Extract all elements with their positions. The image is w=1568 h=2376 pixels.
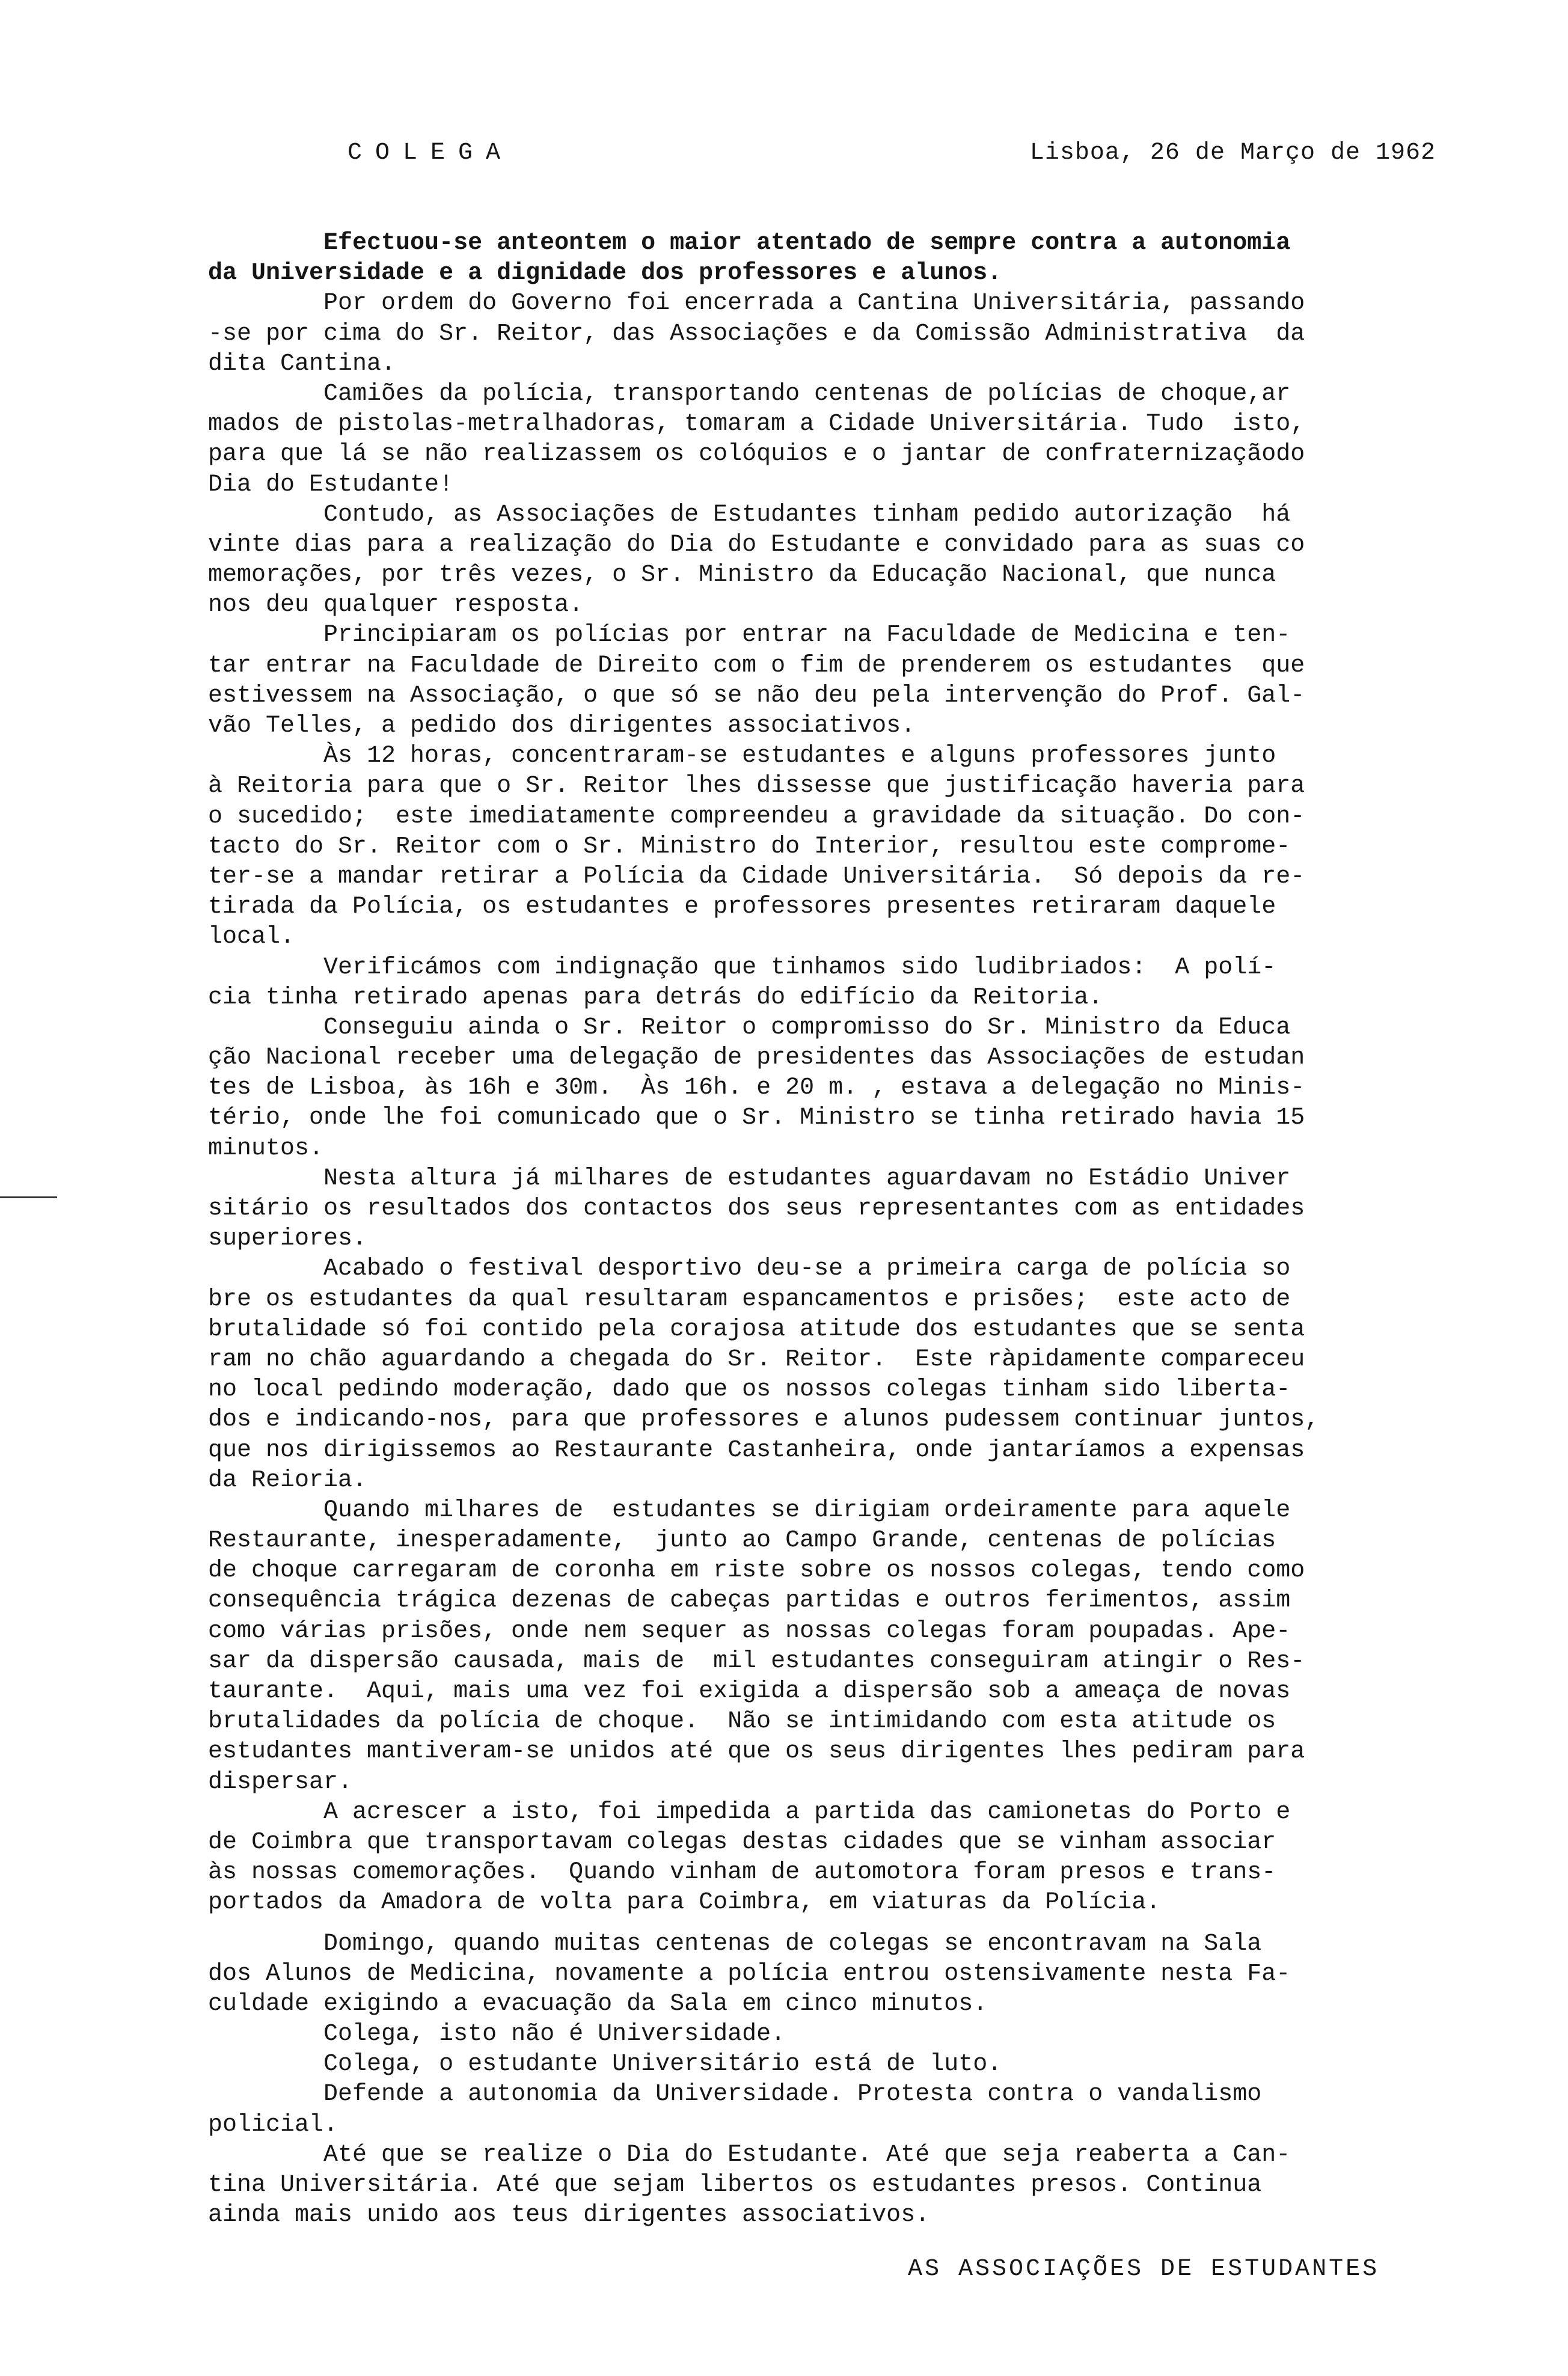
- text-line: vão Telles, a pedido dos dirigentes associativos.: [208, 712, 916, 739]
- margin-mark: [0, 1196, 57, 1198]
- text-line: de choque carregaram de coronha em riste sobre os nossos colegas, tendo como: [208, 1557, 1305, 1585]
- text-line: estivessem na Associação, o que só se não deu pela intervenção do Prof. Gal-: [208, 682, 1305, 709]
- text-line: Verificámos com indignação que tinhamos sido ludibriados: A polí-: [208, 954, 1276, 981]
- text-line: tar entrar na Faculdade de Direito com o fim de prenderem os estudantes que: [208, 652, 1305, 679]
- letter-header: [348, 139, 1436, 176]
- text-line: dos e indicando-nos, para que professores e alunos pudessem continuar juntos,: [208, 1406, 1320, 1434]
- text-line: tacto do Sr. Reitor com o Sr. Ministro do Interior, resultou este comprome-: [208, 833, 1291, 860]
- text-line: Restaurante, inesperadamente, junto ao Campo Grande, centenas de polícias: [208, 1527, 1276, 1555]
- text-line: Nesta altura já milhares de estudantes aguardavam no Estádio Univer: [208, 1165, 1291, 1192]
- text-line: Camiões da polícia, transportando centenas de polícias de choque,ar: [208, 380, 1291, 408]
- text-line: à Reitoria para que o Sr. Reitor lhes dissesse que justificação haveria para: [208, 773, 1305, 800]
- text-line: brutalidade só foi contido pela corajosa atitude dos estudantes que se senta: [208, 1315, 1305, 1343]
- text-line: Domingo, quando muitas centenas de colegas se encontravam na Sala: [208, 1930, 1262, 1958]
- text-line: policial.: [208, 2111, 338, 2139]
- text-line: A acrescer a isto, foi impedida a partida das camionetas do Porto e: [208, 1798, 1291, 1826]
- text-line: tes de Lisboa, às 16h e 30m. Às 16h. e 20 m. , estava a delegação no Minis-: [208, 1074, 1305, 1102]
- text-line: sitário os resultados dos contactos dos seus representantes com as entidades: [208, 1195, 1305, 1222]
- text-line: que nos dirigissemos ao Restaurante Castanheira, onde jantaríamos a expensas: [208, 1436, 1305, 1464]
- text-line: Conseguiu ainda o Sr. Reitor o compromisso do Sr. Ministro da Educa: [208, 1014, 1291, 1041]
- text-line: o sucedido; este imediatamente compreendeu a gravidade da situação. Do con-: [208, 803, 1305, 830]
- text-line: bre os estudantes da qual resultaram espancamentos e prisões; este acto de: [208, 1285, 1291, 1313]
- text-line: nos deu qualquer resposta.: [208, 592, 584, 619]
- text-line: brutalidades da polícia de choque. Não se intimidando com esta atitude os: [208, 1708, 1276, 1736]
- header-title: COLEGA: [348, 139, 514, 167]
- header-date: Lisboa, 26 de Março de 1962: [1029, 139, 1436, 167]
- paragraph-gap: [208, 1918, 1477, 1929]
- signature: AS ASSOCIAÇÕES DE ESTUDANTES: [908, 2256, 1380, 2283]
- text-line: estudantes mantiveram-se unidos até que os seus dirigentes lhes pediram para: [208, 1738, 1305, 1766]
- text-line: -se por cima do Sr. Reitor, das Associações e da Comissão Administrativa da: [208, 320, 1305, 348]
- text-line: Contudo, as Associações de Estudantes tinham pedido autorização há: [208, 501, 1291, 528]
- text-line: Defende a autonomia da Universidade. Protesta contra o vandalismo: [208, 2081, 1262, 2108]
- text-line: sar da dispersão causada, mais de mil estudantes conseguiram atingir o Res-: [208, 1647, 1305, 1675]
- text-line: vinte dias para a realização do Dia do Estudante e convidado para as suas co: [208, 531, 1305, 559]
- text-line: Dia do Estudante!: [208, 471, 454, 498]
- text-line: Colega, isto não é Universidade.: [208, 2021, 786, 2048]
- text-line: mados de pistolas-metralhadoras, tomaram a Cidade Universitária. Tudo isto,: [208, 411, 1305, 438]
- text-line: como várias prisões, onde nem sequer as nossas colegas foram poupadas. Ape-: [208, 1617, 1291, 1645]
- text-line: tério, onde lhe foi comunicado que o Sr. Ministro se tinha retirado havia 15: [208, 1104, 1305, 1132]
- text-line: Acabado o festival desportivo deu-se a primeira carga de polícia so: [208, 1255, 1291, 1283]
- text-line: tirada da Polícia, os estudantes e professores presentes retiraram daquele: [208, 893, 1276, 921]
- text-line: consequência trágica dezenas de cabeças partidas e outros ferimentos, assim: [208, 1587, 1291, 1615]
- text-line: cia tinha retirado apenas para detrás do edifício da Reitoria.: [208, 984, 1103, 1011]
- text-line: às nossas comemorações. Quando vinham de automotora foram presos e trans-: [208, 1859, 1276, 1887]
- text-line: da Universidade e a dignidade dos professores e alunos.: [208, 260, 1002, 287]
- text-line: Colega, o estudante Universitário está de luto.: [208, 2051, 1002, 2078]
- text-line: dita Cantina.: [208, 350, 396, 378]
- text-line: Até que se realize o Dia do Estudante. Até que seja reaberta a Can-: [208, 2141, 1291, 2169]
- text-line: minutos.: [208, 1134, 324, 1162]
- text-line: Efectuou-se anteontem o maior atentado de sempre contra a autonomia: [208, 230, 1291, 257]
- text-line: taurante. Aqui, mais uma vez foi exigida a dispersão sob a ameaça de novas: [208, 1678, 1291, 1705]
- text-line: portados da Amadora de volta para Coimbra, em viaturas da Polícia.: [208, 1889, 1161, 1917]
- text-line: Às 12 horas, concentraram-se estudantes e alguns professores junto: [208, 742, 1276, 770]
- text-line: no local pedindo moderação, dado que os nossos colegas tinham sido liberta-: [208, 1376, 1291, 1404]
- text-line: ainda mais unido aos teus dirigentes associativos.: [208, 2202, 930, 2229]
- text-line: superiores.: [208, 1225, 367, 1253]
- text-line: dispersar.: [208, 1768, 353, 1796]
- text-line: memorações, por três vezes, o Sr. Ministro da Educação Nacional, que nunca: [208, 562, 1276, 589]
- text-line: ter-se a mandar retirar a Polícia da Cidade Universitária. Só depois da re-: [208, 863, 1305, 890]
- text-line: ram no chão aguardando a chegada do Sr. Reitor. Este ràpidamente compareceu: [208, 1346, 1305, 1373]
- text-line: ção Nacional receber uma delegação de presidentes das Associações de estudan: [208, 1044, 1305, 1072]
- text-line: Por ordem do Governo foi encerrada a Cantina Universitária, passando: [208, 290, 1305, 317]
- letter-body: [208, 228, 1477, 2231]
- text-line: Quando milhares de estudantes se dirigiam ordeiramente para aquele: [208, 1496, 1291, 1524]
- text-line: da Reioria.: [208, 1466, 367, 1494]
- text-line: para que lá se não realizassem os colóquios e o jantar de confraternizaçãodo: [208, 441, 1305, 468]
- text-line: culdade exigindo a evacuação da Sala em cinco minutos.: [208, 1990, 988, 2018]
- text-line: Principiaram os polícias por entrar na Faculdade de Medicina e ten-: [208, 622, 1291, 649]
- text-line: tina Universitária. Até que sejam libertos os estudantes presos. Continua: [208, 2172, 1262, 2199]
- text-line: de Coimbra que transportavam colegas destas cidades que se vinham associar: [208, 1828, 1276, 1856]
- text-line: dos Alunos de Medicina, novamente a polícia entrou ostensivamente nesta Fa-: [208, 1960, 1291, 1988]
- text-line: local.: [208, 923, 295, 951]
